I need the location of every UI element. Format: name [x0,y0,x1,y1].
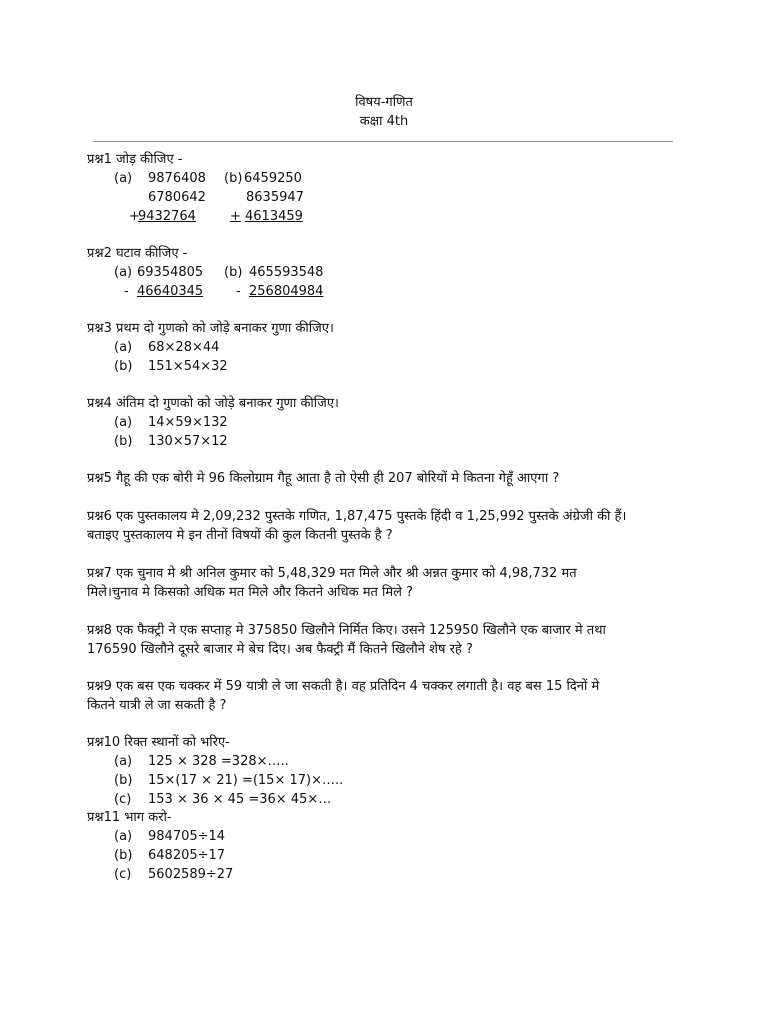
q1-b-number-3: 4613459 [245,209,303,224]
q1-a-number-2: 6780642 [148,190,206,205]
q3-title: प्रश्न3 प्रथम दो गुणको को जोड़े बनाकर गुणा कीजिए। [87,321,334,336]
q1-b-plus: + [230,209,241,224]
q11-a-label: (a) [114,829,133,844]
q1-title: प्रश्न1 जोड़ कीजिए - [87,152,183,167]
subject-heading: विषय-गणित [355,95,413,110]
q8-line-2: 176590 खिलौने दूसरे बाजार मे बेच दिए। अब फैक्ट्री मैं कितने खिलौने शेष रहे ? [87,642,473,657]
q2-a-number-1: 69354805 [137,265,204,280]
q4-title: प्रश्न4 अंतिम दो गुणको को जोड़े बनाकर गुणा कीजिए। [87,396,339,411]
q1-a-plus: + [129,209,140,224]
q11-c-text: 5602589÷27 [148,867,234,882]
q10-b-label: (b) [114,773,133,788]
q3-a-text: 68×28×44 [148,340,220,355]
q1-b-number-2: 8635947 [246,190,304,205]
class-heading: कक्षा 4th [359,114,409,129]
q5-text: प्रश्न5 गैहू की एक बोरी मे 96 किलोग्राम गैहू आता है तो ऐसी ही 207 बोरियों मे कितना गेहूँ आएगा ? [87,471,560,486]
q2-b-number-1: 465593548 [249,265,324,280]
q10-c-label: (c) [114,792,132,807]
header-divider [93,141,673,142]
q9-line-2: कितने यात्री ले जा सकती है ? [87,698,227,713]
q11-b-label: (b) [114,848,133,863]
q4-b-text: 130×57×12 [148,434,228,449]
q2-b-number-2: 256804984 [249,284,324,299]
q11-b-text: 648205÷17 [148,848,226,863]
q10-c-text: 153 × 36 × 45 =36× 45×… [148,792,332,807]
q11-c-label: (c) [114,867,132,882]
q11-a-text: 984705÷14 [148,829,226,844]
q2-b-label: (b) [224,265,243,280]
q1-a-label: (a) [114,171,133,186]
q3-b-label: (b) [114,359,133,374]
q1-b-number-1: 6459250 [244,171,302,186]
q10-a-text: 125 × 328 =328×….. [148,754,289,769]
q8-line-1: प्रश्न8 एक फैक्ट्री ने एक सप्ताह मे 375850 खिलौने निर्मित किए। उसने 125950 खिलौने एक बाजार मे तथा [87,623,606,638]
q4-a-label: (a) [114,415,133,430]
q1-a-number-3: 9432764 [138,209,196,224]
q9-line-1: प्रश्न9 एक बस एक चक्कर में 59 यात्री ले जा सकती है। वह प्रतिदिन 4 चक्कर लगाती है। वह बस 15 दिनों मे [87,679,600,694]
q10-title: प्रश्न10 रिक्त स्थानों को भरिए- [87,735,230,750]
q1-b-label: (b) [224,171,243,186]
q11-title: प्रश्न11 भाग करो- [87,810,172,825]
q6-line-2: बताइए पुस्तकालय मे इन तीनों विषयों की कुल कितनी पुस्तके है ? [87,528,393,543]
q4-b-label: (b) [114,434,133,449]
q3-a-label: (a) [114,340,133,355]
q2-a-minus: - [124,284,129,299]
q2-b-minus: - [236,284,241,299]
q1-a-number-1: 9876408 [148,171,206,186]
q7-line-1: प्रश्न7 एक चुनाव मे श्री अनिल कुमार को 5,48,329 मत मिले और श्री अन्नत कुमार को 4,98,732 मत [87,566,577,581]
q10-a-label: (a) [114,754,133,769]
q2-title: प्रश्न2 घटाव कीजिए - [87,246,188,261]
q2-a-number-2: 46640345 [137,284,204,299]
q4-a-text: 14×59×132 [148,415,228,430]
q6-line-1: प्रश्न6 एक पुस्तकालय मे 2,09,232 पुस्तके गणित, 1,87,475 पुस्तके हिंदी व 1,25,992 पुस्तके अंग्रेजी की हैं। [87,509,627,524]
q2-a-label: (a) [114,265,133,280]
q7-line-2: मिले।चुनाव मे किसको अधिक मत मिले और कितने अधिक मत मिले ? [87,585,413,600]
q10-b-text: 15×(17 × 21) =(15× 17)×….. [148,773,344,788]
q3-b-text: 151×54×32 [148,359,228,374]
